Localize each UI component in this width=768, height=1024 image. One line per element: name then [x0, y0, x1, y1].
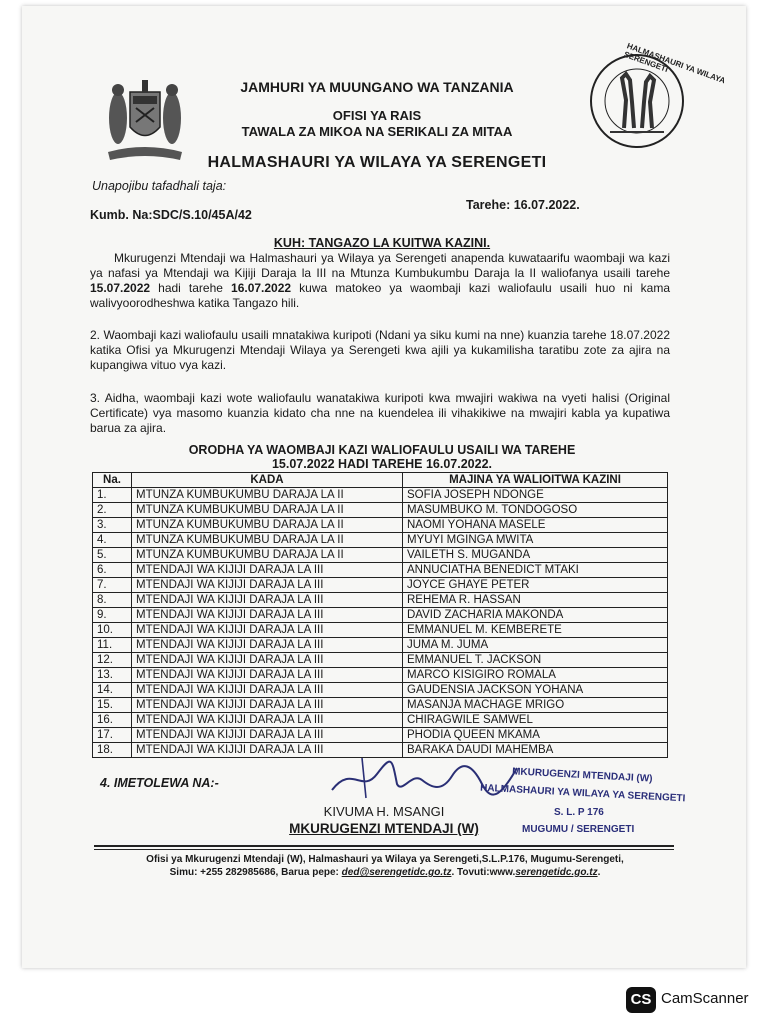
row-cadre: MTENDAJI WA KIJIJI DARAJA LA III	[132, 683, 403, 698]
row-candidate-name: JUMA M. JUMA	[403, 638, 668, 653]
row-number: 8.	[93, 593, 132, 608]
row-candidate-name: MARCO KISIGIRO ROMALA	[403, 668, 668, 683]
row-candidate-name: EMMANUEL T. JACKSON	[403, 653, 668, 668]
column-header-names: MAJINA YA WALIOITWA KAZINI	[403, 473, 668, 488]
list-title-line2: 15.07.2022 HADI TAREHE 16.07.2022.	[271, 457, 493, 471]
table-row	[93, 683, 668, 698]
table-row	[93, 563, 668, 578]
camscanner-label: CamScanner	[661, 990, 749, 1007]
letter-date: Tarehe: 16.07.2022.	[466, 198, 580, 212]
issued-by-label: 4. IMETOLEWA NA:-	[100, 776, 219, 790]
row-cadre: MTENDAJI WA KIJIJI DARAJA LA III	[132, 743, 403, 758]
row-candidate-name: REHEMA R. HASSAN	[403, 593, 668, 608]
table-row	[93, 653, 668, 668]
row-number: 15.	[93, 698, 132, 713]
table-row	[93, 533, 668, 548]
row-cadre: MTENDAJI WA KIJIJI DARAJA LA III	[132, 713, 403, 728]
row-cadre: MTENDAJI WA KIJIJI DARAJA LA III	[132, 698, 403, 713]
row-cadre: MTENDAJI WA KIJIJI DARAJA LA III	[132, 623, 403, 638]
column-header-number: Na.	[93, 473, 132, 488]
stamp-line-1: MKURUGENZI MTENDAJI (W)	[511, 766, 653, 785]
row-number: 7.	[93, 578, 132, 593]
row-number: 11.	[93, 638, 132, 653]
paragraph-3: 3. Aidha, waombaji kazi wote waliofaulu wanatakiwa kuripoti kwa mwajiri wakiwa na vyeti halisi (Original Certificate) vya masomo kuanzia kidato cha nne na kuendelea ili vihakikiwe na mwajiri kabla ya kupatiwa barua za ajira.	[90, 391, 670, 435]
header-ministry: TAWALA ZA MIKOA NA SERIKALI ZA MITAA	[241, 124, 513, 139]
table-row	[93, 548, 668, 563]
row-number: 18.	[93, 743, 132, 758]
subject-line: KUH: TANGAZO LA KUITWA KAZINI.	[273, 236, 491, 250]
row-candidate-name: DAVID ZACHARIA MAKONDA	[403, 608, 668, 623]
footer-contacts: Simu: +255 282985686, Barua pepe: ded@serengetidc.go.tz. Tovuti:www.serengetidc.go.tz.	[169, 867, 601, 878]
row-number: 5.	[93, 548, 132, 563]
table-row	[93, 503, 668, 518]
stamp-line-3: S. L. P 176	[554, 807, 604, 818]
row-number: 6.	[93, 563, 132, 578]
header-republic: JAMHURI YA MUUNGANO WA TANZANIA	[240, 79, 514, 95]
row-number: 14.	[93, 683, 132, 698]
row-cadre: MTUNZA KUMBUKUMBU DARAJA LA II	[132, 518, 403, 533]
table-row	[93, 668, 668, 683]
table-row	[93, 608, 668, 623]
row-cadre: MTENDAJI WA KIJIJI DARAJA LA III	[132, 653, 403, 668]
row-number: 17.	[93, 728, 132, 743]
row-cadre: MTENDAJI WA KIJIJI DARAJA LA III	[132, 563, 403, 578]
row-candidate-name: CHIRAGWILE SAMWEL	[403, 713, 668, 728]
handwritten-signature	[322, 754, 522, 802]
table-header-row	[93, 473, 668, 488]
signatory-title: MKURUGENZI MTENDAJI (W)	[289, 821, 479, 836]
row-cadre: MTENDAJI WA KIJIJI DARAJA LA III	[132, 578, 403, 593]
row-candidate-name: BARAKA DAUDI MAHEMBA	[403, 743, 668, 758]
footer-address: Ofisi ya Mkurugenzi Mtendaji (W), Halmashauri ya Wilaya ya Serengeti,S.L.P.176, Mugumu-Serengeti,	[146, 854, 624, 865]
row-cadre: MTUNZA KUMBUKUMBU DARAJA LA II	[132, 503, 403, 518]
table-row	[93, 578, 668, 593]
council-emblem-text: HALMASHAURI YA WILAYA SERENGETI	[622, 41, 727, 86]
footer-divider-bottom	[94, 849, 674, 850]
list-title-line1: ORODHA YA WAOMBAJI KAZI WALIOFAULU USAILI WA TAREHE	[188, 443, 576, 457]
header-council: HALMASHAURI YA WILAYA YA SERENGETI	[207, 154, 547, 171]
row-number: 3.	[93, 518, 132, 533]
row-number: 16.	[93, 713, 132, 728]
row-candidate-name: MYUYI MGINGA MWITA	[403, 533, 668, 548]
row-cadre: MTENDAJI WA KIJIJI DARAJA LA III	[132, 668, 403, 683]
row-cadre: MTENDAJI WA KIJIJI DARAJA LA III	[132, 593, 403, 608]
row-number: 12.	[93, 653, 132, 668]
row-candidate-name: NAOMI YOHANA MASELE	[403, 518, 668, 533]
row-number: 13.	[93, 668, 132, 683]
row-number: 1.	[93, 488, 132, 503]
stamp-line-2: HALMASHAURI YA WILAYA YA SERENGETI	[479, 782, 686, 805]
row-cadre: MTENDAJI WA KIJIJI DARAJA LA III	[132, 608, 403, 623]
row-candidate-name: EMMANUEL M. KEMBERETE	[403, 623, 668, 638]
table-row	[93, 713, 668, 728]
row-number: 4.	[93, 533, 132, 548]
row-candidate-name: VAILETH S. MUGANDA	[403, 548, 668, 563]
header-office: OFISI YA RAIS	[332, 108, 422, 123]
row-candidate-name: GAUDENSIA JACKSON YOHANA	[403, 683, 668, 698]
table-row	[93, 728, 668, 743]
row-candidate-name: JOYCE GHAYE PETER	[403, 578, 668, 593]
row-cadre: MTUNZA KUMBUKUMBU DARAJA LA II	[132, 548, 403, 563]
row-candidate-name: PHODIA QUEEN MKAMA	[403, 728, 668, 743]
paragraph-1: Mkurugenzi Mtendaji wa Halmashauri ya Wilaya ya Serengeti anapenda kuwataarifu waombaji wa kazi ya nafasi ya Mtendaji wa Kijiji Daraja la III na Mtunza Kumbukumbu Daraja la II waliofanya usaili tarehe 15.07.2022 hadi tarehe 16.07.2022 kuwa matokeo ya waombaji kazi waliofaulu usaili huo ni kama walivyoorodheshwa katika Tangazo hili.	[90, 251, 671, 310]
reply-note: Unapojibu tafadhali taja:	[92, 179, 227, 193]
row-number: 9.	[93, 608, 132, 623]
table-row	[93, 698, 668, 713]
row-candidate-name: MASUMBUKO M. TONDOGOSO	[403, 503, 668, 518]
stamp-line-4: MUGUMU / SERENGETI	[522, 824, 635, 835]
table-row	[93, 638, 668, 653]
row-candidate-name: SOFIA JOSEPH NDONGE	[403, 488, 668, 503]
table-row	[93, 488, 668, 503]
row-candidate-name: MASANJA MACHAGE MRIGO	[403, 698, 668, 713]
footer-divider-top	[94, 845, 674, 847]
table-row	[93, 623, 668, 638]
footer-website: serengetidc.go.tz	[515, 867, 598, 878]
camscanner-logo-icon: CS	[626, 987, 656, 1013]
reference-number: Kumb. Na:SDC/S.10/45A/42	[90, 208, 252, 222]
column-header-cadre: KADA	[132, 473, 403, 488]
row-number: 2.	[93, 503, 132, 518]
paragraph-2: 2. Waombaji kazi waliofaulu usaili mnatakiwa kuripoti (Ndani ya siku kumi na nne) kuanzia tarehe 18.07.2022 katika Ofisi ya Mkurugenzi Mtendaji Wilaya ya Serengeti kwa ajili ya kukamilisha taratibu zote za ajira na kupangiwa vituo vya kazi.	[90, 328, 670, 372]
signatory-name: KIVUMA H. MSANGI	[323, 804, 445, 819]
row-candidate-name: ANNUCIATHA BENEDICT MTAKI	[403, 563, 668, 578]
table-row	[93, 593, 668, 608]
row-cadre: MTENDAJI WA KIJIJI DARAJA LA III	[132, 638, 403, 653]
table-row	[93, 518, 668, 533]
row-cadre: MTENDAJI WA KIJIJI DARAJA LA III	[132, 728, 403, 743]
row-cadre: MTUNZA KUMBUKUMBU DARAJA LA II	[132, 533, 403, 548]
document-page	[22, 6, 746, 968]
row-cadre: MTUNZA KUMBUKUMBU DARAJA LA II	[132, 488, 403, 503]
footer-email: ded@serengetidc.go.tz	[341, 867, 452, 878]
successful-candidates-table	[92, 472, 668, 758]
row-number: 10.	[93, 623, 132, 638]
